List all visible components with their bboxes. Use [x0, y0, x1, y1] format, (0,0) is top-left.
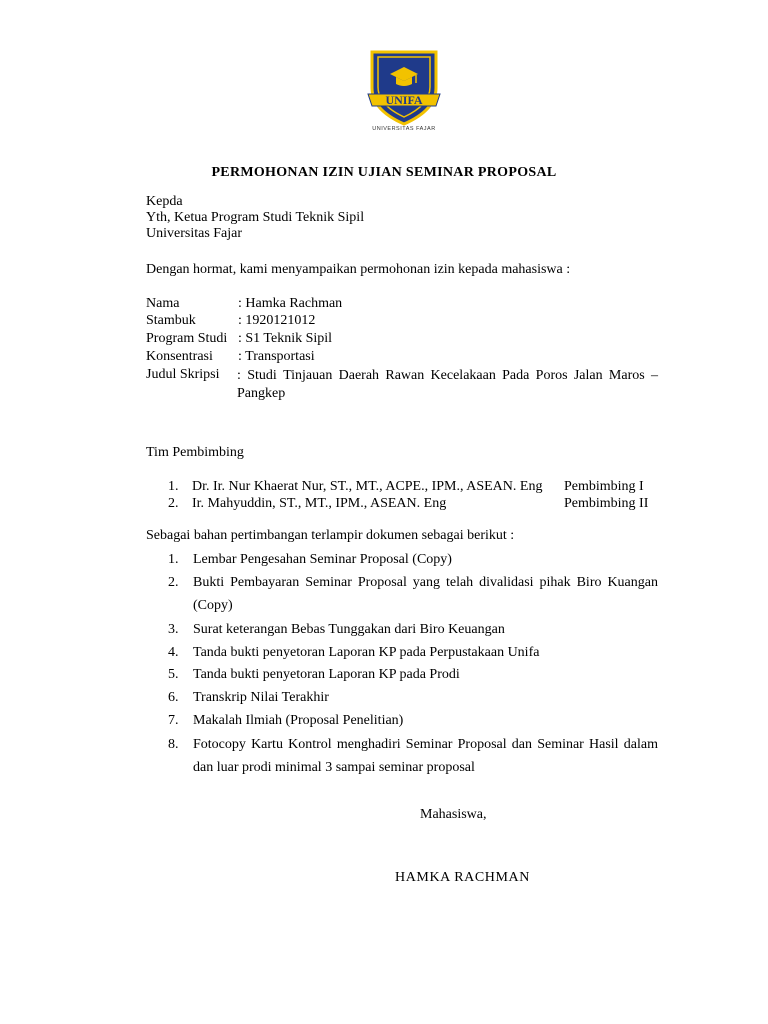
supervisor-1-name: Dr. Ir. Nur Khaerat Nur, ST., MT., ACPE., IPM., ASEAN. Eng [192, 479, 543, 494]
supervisor-1-role: Pembimbing I [564, 479, 644, 494]
nama-label: Nama [146, 296, 180, 311]
attachment-3-number: 3. [168, 622, 179, 637]
prodi-value: : S1 Teknik Sipil [238, 331, 333, 346]
judul-line-2: Pangkep [237, 386, 286, 401]
attachment-2-line-2: (Copy) [193, 598, 233, 613]
recipient-line-2: Yth, Ketua Program Studi Teknik Sipil [146, 210, 365, 225]
attachment-6-text: Transkrip Nilai Terakhir [193, 690, 329, 705]
stambuk-label: Stambuk [146, 313, 196, 328]
recipient-line-1: Kepda [146, 194, 183, 209]
signature-name: HAMKA RACHMAN [395, 870, 530, 885]
unifa-shield-icon [358, 44, 450, 132]
document-title: PERMOHONAN IZIN UJIAN SEMINAR PROPOSAL [211, 165, 557, 180]
attachment-8-line-2: dan luar prodi minimal 3 sampai seminar proposal [193, 760, 475, 775]
university-logo [358, 44, 450, 132]
supervisor-2-role: Pembimbing II [564, 496, 649, 511]
konsentrasi-label: Konsentrasi [146, 349, 213, 364]
attachment-2-line-1: Bukti Pembayaran Seminar Proposal yang telah divalidasi pihak Biro Kuangan [193, 575, 658, 590]
konsentrasi-value: : Transportasi [238, 349, 315, 364]
attachment-7-text: Makalah Ilmiah (Proposal Penelitian) [193, 713, 404, 728]
supervisor-2-name: Ir. Mahyuddin, ST., MT., IPM., ASEAN. Eng [192, 496, 447, 511]
judul-value [237, 367, 658, 403]
attachment-5-number: 5. [168, 667, 179, 682]
stambuk-value: : 1920121012 [238, 313, 316, 328]
attachment-4-text: Tanda bukti penyetoran Laporan KP pada Perpustakaan Unifa [193, 645, 540, 660]
attachment-4-number: 4. [168, 645, 179, 660]
attachment-7-number: 7. [168, 713, 179, 728]
nama-value: : Hamka Rachman [238, 296, 343, 311]
recipient-line-3: Universitas Fajar [146, 226, 243, 241]
attachment-2-number: 2. [168, 575, 179, 590]
attachment-1-text: Lembar Pengesahan Seminar Proposal (Copy) [193, 552, 452, 567]
logo-name: UNIFA [385, 93, 423, 107]
supervisor-2-number: 2. [168, 496, 179, 511]
attachment-6-number: 6. [168, 690, 179, 705]
attachment-3-text: Surat keterangan Bebas Tunggakan dari Biro Keuangan [193, 622, 505, 637]
intro-text: Dengan hormat, kami menyampaikan permohonan izin kepada mahasiswa : [146, 262, 571, 277]
attachment-1-number: 1. [168, 552, 179, 567]
judul-line-1: : Studi Tinjauan Daerah Rawan Kecelakaan Pada Poros Jalan Maros – [237, 368, 658, 383]
attachment-8-line-1: Fotocopy Kartu Kontrol menghadiri Seminar Proposal dan Seminar Hasil dalam [193, 737, 658, 752]
attachments-heading: Sebagai bahan pertimbangan terlampir dokumen sebagai berikut : [146, 528, 515, 543]
prodi-label: Program Studi [146, 331, 228, 346]
supervisor-1-number: 1. [168, 479, 179, 494]
closing-text: Mahasiswa, [420, 807, 487, 822]
attachment-8-number: 8. [168, 737, 179, 752]
attachment-5-text: Tanda bukti penyetoran Laporan KP pada Prodi [193, 667, 460, 682]
supervisors-heading: Tim Pembimbing [146, 445, 244, 460]
logo-subtitle: UNIVERSITAS FAJAR [372, 126, 436, 132]
judul-label: Judul Skripsi [146, 367, 220, 382]
